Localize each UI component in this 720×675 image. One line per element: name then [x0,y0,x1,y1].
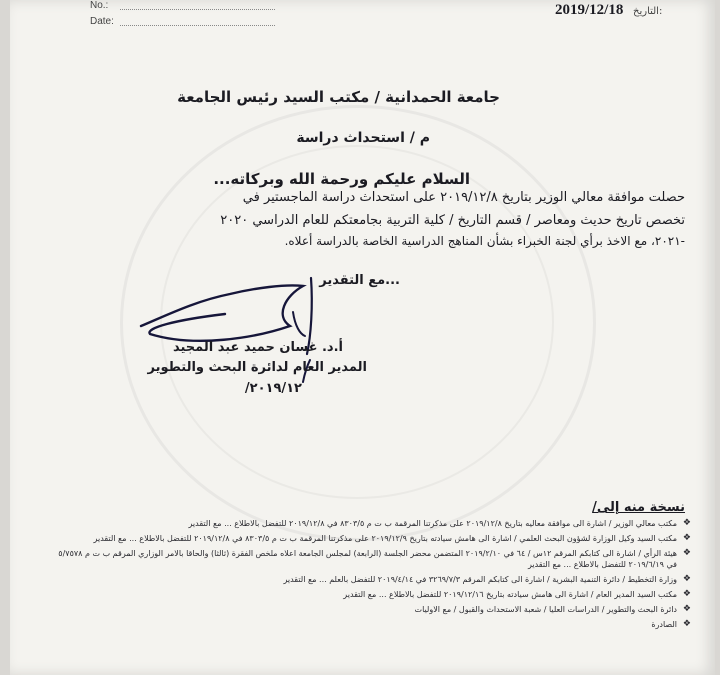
subject: م / استحداث دراسة [296,130,430,146]
cc-item: ❖ مكتب السيد وكيل الوزارة لشؤون البحث العلمي / اشارة الى هامش سيادته بتاريخ ٢٠١٩/١٢/٩ على مذكرتنا المرقمة ب ت م ٨٣٠٣/٥ في ٢٠١٩/١٢/٨ للتفضل بالاطلاع ... مع التقدير [93,533,691,543]
number-line [120,9,275,10]
cc-item: ❖ الصادرة [651,619,691,629]
signatory-name: أ.د. غسان حميد عبد المجيد [172,340,343,355]
body-line-3: -٢٠٢١، مع الاخذ برأي لجنة الخبراء بشأن المناهج الدراسية الخاصة بالدراسة أعلاه. [284,234,685,248]
body-line-1: حصلت موافقة معالي الوزير بتاريخ ٢٠١٩/١٢/٨ على استحداث دراسة الماجستير في [242,190,685,205]
recipient: جامعة الحمدانية / مكتب السيد رئيس الجامعة [177,88,500,106]
date-label-arabic: التاريخ: [633,6,663,17]
cc-heading: نسخة منه إلى/ [592,500,685,515]
bullet-icon: ❖ [682,604,691,614]
body-line-2: تخصص تاريخ حديث ومعاصر / قسم التاريخ / كلية التربية بجامعتكم للعام الدراسي ٢٠٢٠ [220,213,685,228]
greeting: السلام عليكم ورحمة الله وبركاته... [213,170,470,188]
date-label: Date: [90,16,114,27]
closing: ...مع التقدير [319,273,400,288]
cc-list [53,518,693,634]
bullet-icon: ❖ [682,548,691,558]
cc-item: ❖ وزارة التخطيط / دائرة التنمية البشرية / اشارة الى كتابكم المرقم ٣٢٦٩/٧/٣ في ٢٠١٩/٤/١٤ للتفضل بالعلم ... مع التقدير [283,574,691,584]
bullet-icon: ❖ [682,619,691,629]
cc-item: ❖ مكتب معالي الوزير / اشارة الى موافقة معاليه بتاريخ ٢٠١٩/١٢/٨ على مذكرتنا المرقمة ب ت م ٨٣٠٣/٥ في ٢٠١٩/١٢/٨ للتفضل بالاطلاع ... مع التقدير [188,518,691,528]
bullet-icon: ❖ [682,589,691,599]
date-line [120,25,275,26]
signatory-title: المدير العام لدائرة البحث والتطوير [147,360,367,375]
bullet-icon: ❖ [682,574,691,584]
letter-page [10,0,715,675]
cc-item: ❖ هيئة الرأي / اشارة الى كتابكم المرقم ١٢س / ٦٤ في ٢٠١٩/٢/١٠ المتضمن محضر الجلسة (الرابعة) لمجلس الجامعة اعلاه ملخص الفقرة (ثالثا) والحاقا بالامر الوزاري المرقم ب ت م ٥/٧٥٧٨ في ٢٠١٩/٦/١٩ للتفضل بالاطلاع ... مع التقدير [58,548,691,569]
cc-item: ❖ دائرة البحث والتطوير / الدراسات العليا / شعبة الاستحداث والقبول / مع الاوليات [414,604,691,614]
number-label: No.: [90,0,109,11]
bullet-icon: ❖ [682,533,691,543]
letter-date: 2019/12/18 [555,2,624,18]
bullet-icon: ❖ [682,518,691,528]
cc-item: ❖ مكتب السيد المدير العام / اشارة الى هامش سيادته بتاريخ ٢٠١٩/١٢/١٦ للتفضل بالاطلاع ... مع التقدير [343,589,691,599]
signature-date: ٢٠١٩/١٢/ [244,381,302,396]
